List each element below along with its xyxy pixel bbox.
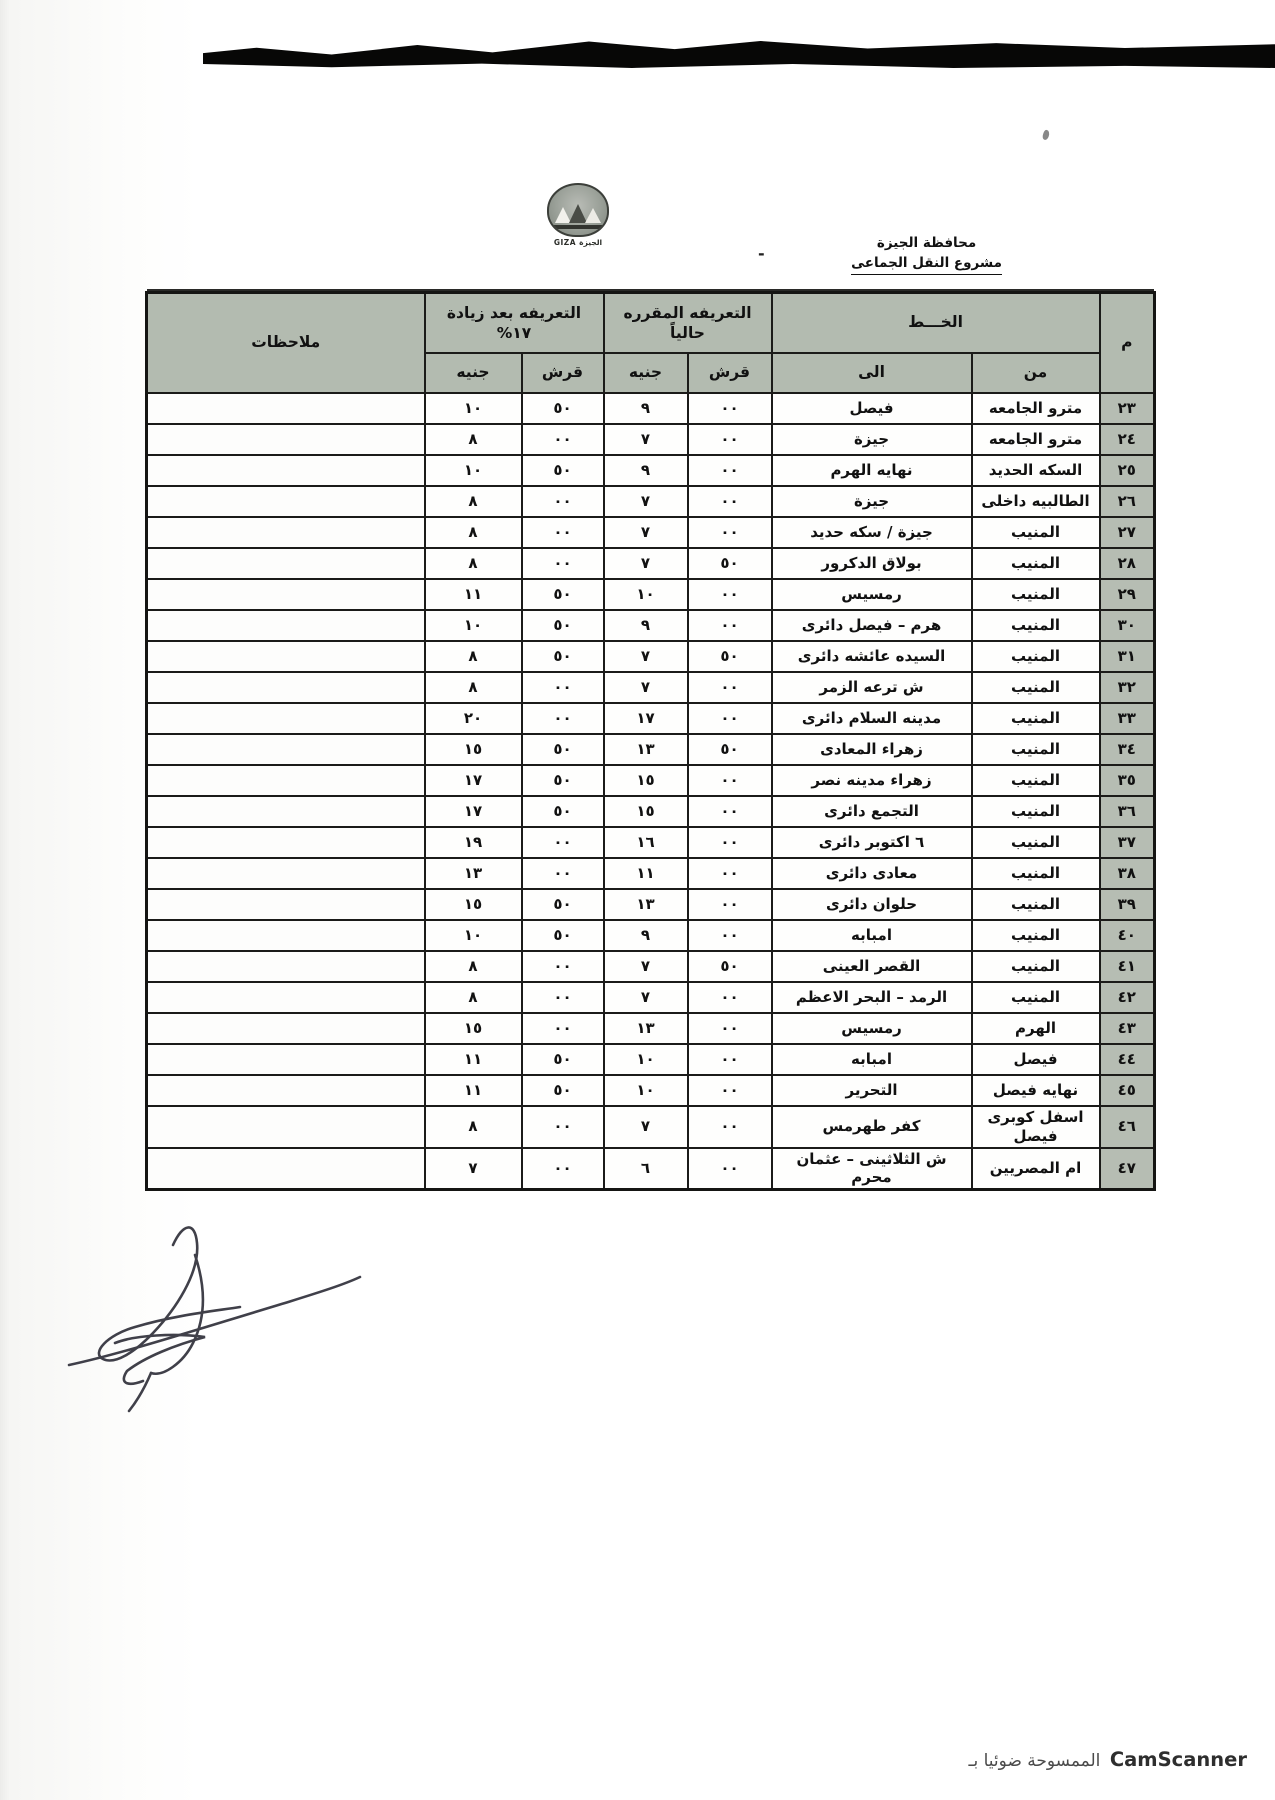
cell-from: المنيب (972, 858, 1100, 889)
cell-from: المنيب (972, 579, 1100, 610)
cell-to: فيصل (772, 393, 972, 424)
project-title: مشروع النقل الجماعى (851, 254, 1002, 276)
cell-cur_qirsh: ٠٠ (688, 1075, 772, 1106)
cell-inc_genih: ١٠ (425, 920, 522, 951)
cell-notes (147, 424, 425, 455)
cell-notes (147, 610, 425, 641)
cell-num: ٣٢ (1100, 672, 1155, 703)
cell-cur_qirsh: ٥٠ (688, 548, 772, 579)
cell-from: المنيب (972, 951, 1100, 982)
cell-inc_qirsh: ٥٠ (522, 920, 604, 951)
cell-cur_qirsh: ٠٠ (688, 610, 772, 641)
cell-inc_genih: ٨ (425, 486, 522, 517)
cell-cur_genih: ١٧ (604, 703, 688, 734)
cell-inc_genih: ١٥ (425, 734, 522, 765)
cell-notes (147, 1044, 425, 1075)
table-row (147, 982, 1155, 1013)
cell-cur_genih: ١٦ (604, 827, 688, 858)
cell-from: الهرم (972, 1013, 1100, 1044)
cell-inc_genih: ١٥ (425, 889, 522, 920)
cell-notes (147, 641, 425, 672)
cell-notes (147, 455, 425, 486)
cell-inc_genih: ٨ (425, 1106, 522, 1148)
cell-notes (147, 517, 425, 548)
cell-cur_qirsh: ٠٠ (688, 517, 772, 548)
cell-num: ٤٤ (1100, 1044, 1155, 1075)
cell-inc_genih: ٨ (425, 672, 522, 703)
cell-cur_genih: ١٥ (604, 765, 688, 796)
header-from: من (972, 353, 1100, 393)
cell-num: ٢٦ (1100, 486, 1155, 517)
cell-to: التحرير (772, 1075, 972, 1106)
cell-num: ٣٦ (1100, 796, 1155, 827)
cell-inc_genih: ٧ (425, 1148, 522, 1190)
cell-num: ٤٥ (1100, 1075, 1155, 1106)
camscanner-watermark (969, 1748, 1248, 1771)
cell-from: المنيب (972, 734, 1100, 765)
cell-cur_qirsh: ٠٠ (688, 1106, 772, 1148)
header-qirsh-current: قرش (688, 353, 772, 393)
scanner-artifact-band (203, 41, 1275, 68)
cell-cur_qirsh: ٠٠ (688, 796, 772, 827)
cell-to: ش ترعه الزمر (772, 672, 972, 703)
table-row (147, 796, 1155, 827)
table-row (147, 703, 1155, 734)
cell-cur_genih: ٧ (604, 486, 688, 517)
cell-num: ٣٤ (1100, 734, 1155, 765)
org-header (851, 234, 1002, 275)
cell-to: كفر طهرمس (772, 1106, 972, 1148)
table-row (147, 951, 1155, 982)
cell-cur_genih: ٧ (604, 982, 688, 1013)
cell-to: زهراء مدينه نصر (772, 765, 972, 796)
cell-inc_qirsh: ٥٠ (522, 765, 604, 796)
logo-caption: GIZA الجيزة (553, 238, 603, 247)
cell-from: المنيب (972, 517, 1100, 548)
cell-inc_qirsh: ٠٠ (522, 424, 604, 455)
cell-cur_qirsh: ٠٠ (688, 982, 772, 1013)
dash-mark: - (758, 244, 765, 263)
camscanner-brand: CamScanner (1109, 1748, 1247, 1771)
table-row (147, 548, 1155, 579)
cell-from: المنيب (972, 796, 1100, 827)
cell-notes (147, 827, 425, 858)
cell-inc_qirsh: ٠٠ (522, 672, 604, 703)
cell-from: المنيب (972, 920, 1100, 951)
cell-cur_genih: ٩ (604, 920, 688, 951)
header-increased-tariff (425, 293, 604, 354)
table-row (147, 1106, 1155, 1148)
cell-inc_genih: ١٧ (425, 796, 522, 827)
cell-inc_qirsh: ٠٠ (522, 1148, 604, 1190)
cell-cur_qirsh: ٥٠ (688, 734, 772, 765)
cell-notes (147, 889, 425, 920)
cell-num: ٢٩ (1100, 579, 1155, 610)
cell-cur_qirsh: ٠٠ (688, 1148, 772, 1190)
cell-inc_qirsh: ٠٠ (522, 1106, 604, 1148)
cell-inc_genih: ١٧ (425, 765, 522, 796)
cell-cur_genih: ٧ (604, 548, 688, 579)
cell-inc_qirsh: ٠٠ (522, 703, 604, 734)
cell-cur_genih: ٩ (604, 393, 688, 424)
scan-speck (1042, 129, 1051, 140)
cell-to: جيزة (772, 424, 972, 455)
cell-inc_genih: ٨ (425, 517, 522, 548)
cell-notes (147, 1075, 425, 1106)
cell-inc_genih: ٨ (425, 641, 522, 672)
pyramid-icon (585, 208, 601, 223)
cell-notes (147, 734, 425, 765)
table-row (147, 858, 1155, 889)
cell-inc_genih: ١٠ (425, 455, 522, 486)
cell-notes (147, 579, 425, 610)
cell-cur_qirsh: ٠٠ (688, 703, 772, 734)
cell-cur_qirsh: ٠٠ (688, 393, 772, 424)
cell-inc_qirsh: ٥٠ (522, 641, 604, 672)
cell-num: ٤٠ (1100, 920, 1155, 951)
cell-to: التجمع دائرى (772, 796, 972, 827)
cell-cur_qirsh: ٠٠ (688, 889, 772, 920)
cell-to: هرم – فيصل دائرى (772, 610, 972, 641)
table-row (147, 1075, 1155, 1106)
cell-to: بولاق الدكرور (772, 548, 972, 579)
cell-from: المنيب (972, 982, 1100, 1013)
cell-num: ٢٥ (1100, 455, 1155, 486)
cell-inc_genih: ١٣ (425, 858, 522, 889)
cell-inc_genih: ١٠ (425, 610, 522, 641)
header-genih-increased: جنيه (425, 353, 522, 393)
cell-from: المنيب (972, 827, 1100, 858)
cell-to: الرمد – البحر الاعظم (772, 982, 972, 1013)
cell-to: مدينه السلام دائرى (772, 703, 972, 734)
cell-num: ٢٣ (1100, 393, 1155, 424)
header-notes: ملاحظات (147, 293, 425, 394)
table-row (147, 579, 1155, 610)
table-row (147, 393, 1155, 424)
cell-to: السيده عائشه دائرى (772, 641, 972, 672)
cell-from: المنيب (972, 889, 1100, 920)
cell-cur_qirsh: ٥٠ (688, 641, 772, 672)
cell-from: المنيب (972, 610, 1100, 641)
cell-to: زهراء المعادى (772, 734, 972, 765)
cell-num: ٤١ (1100, 951, 1155, 982)
table-row (147, 517, 1155, 548)
cell-notes (147, 796, 425, 827)
cell-num: ٣٥ (1100, 765, 1155, 796)
cell-to: نهايه الهرم (772, 455, 972, 486)
fare-table (145, 291, 1156, 1191)
cell-inc_qirsh: ٥٠ (522, 455, 604, 486)
cell-inc_qirsh: ٠٠ (522, 548, 604, 579)
cell-inc_qirsh: ٥٠ (522, 1075, 604, 1106)
cell-cur_genih: ١٠ (604, 1044, 688, 1075)
cell-from: فيصل (972, 1044, 1100, 1075)
cell-inc_qirsh: ٠٠ (522, 951, 604, 982)
cell-inc_qirsh: ٥٠ (522, 610, 604, 641)
giza-emblem (542, 183, 614, 247)
cell-cur_genih: ٧ (604, 517, 688, 548)
cell-cur_genih: ٩ (604, 455, 688, 486)
table-row (147, 1013, 1155, 1044)
cell-notes (147, 920, 425, 951)
cell-inc_genih: ١١ (425, 1075, 522, 1106)
cell-num: ٣٣ (1100, 703, 1155, 734)
cell-cur_qirsh: ٠٠ (688, 827, 772, 858)
cell-inc_qirsh: ٠٠ (522, 858, 604, 889)
table-row (147, 765, 1155, 796)
header-current-line1: التعريفه المقرره (623, 303, 752, 322)
header-genih-current: جنيه (604, 353, 688, 393)
cell-from: مترو الجامعه (972, 424, 1100, 455)
cell-to: امبابه (772, 920, 972, 951)
cell-to: جيزة / سكه حديد (772, 517, 972, 548)
cell-cur_qirsh: ٠٠ (688, 920, 772, 951)
pyramids-logo-icon (547, 183, 609, 237)
cell-cur_genih: ٦ (604, 1148, 688, 1190)
cell-num: ٣٠ (1100, 610, 1155, 641)
cell-notes (147, 765, 425, 796)
cell-to: رمسيس (772, 1013, 972, 1044)
header-current-tariff (604, 293, 772, 354)
cell-from: مترو الجامعه (972, 393, 1100, 424)
cell-num: ٤٦ (1100, 1106, 1155, 1148)
cell-cur_qirsh: ٥٠ (688, 951, 772, 982)
cell-to: رمسيس (772, 579, 972, 610)
cell-to: امبابه (772, 1044, 972, 1075)
table-row (147, 610, 1155, 641)
cell-notes (147, 486, 425, 517)
cell-from: المنيب (972, 548, 1100, 579)
cell-notes (147, 393, 425, 424)
cell-from: ام المصريين (972, 1148, 1100, 1190)
cell-inc_qirsh: ٥٠ (522, 734, 604, 765)
cell-cur_genih: ١٣ (604, 734, 688, 765)
table-row (147, 424, 1155, 455)
cell-num: ٢٧ (1100, 517, 1155, 548)
cell-cur_genih: ١٣ (604, 1013, 688, 1044)
cell-inc_genih: ٨ (425, 424, 522, 455)
cell-cur_genih: ٧ (604, 424, 688, 455)
cell-num: ٣٩ (1100, 889, 1155, 920)
cell-cur_qirsh: ٠٠ (688, 579, 772, 610)
cell-cur_qirsh: ٠٠ (688, 672, 772, 703)
cell-notes (147, 982, 425, 1013)
cell-cur_genih: ٧ (604, 1106, 688, 1148)
cell-num: ٤٧ (1100, 1148, 1155, 1190)
cell-num: ٤٢ (1100, 982, 1155, 1013)
cell-notes (147, 1013, 425, 1044)
handwritten-signature (55, 1215, 375, 1415)
cell-inc_qirsh: ٠٠ (522, 517, 604, 548)
cell-notes (147, 548, 425, 579)
table-row (147, 1044, 1155, 1075)
cell-notes (147, 672, 425, 703)
cell-from: المنيب (972, 641, 1100, 672)
cell-inc_qirsh: ٠٠ (522, 982, 604, 1013)
cell-from: اسفل كوبرى فيصل (972, 1106, 1100, 1148)
cell-cur_qirsh: ٠٠ (688, 858, 772, 889)
cell-cur_genih: ١٣ (604, 889, 688, 920)
header-increased-line1: التعريفه بعد زيادة (446, 303, 582, 322)
cell-cur_qirsh: ٠٠ (688, 486, 772, 517)
cell-inc_genih: ١٥ (425, 1013, 522, 1044)
cell-to: حلوان دائرى (772, 889, 972, 920)
cell-inc_genih: ٢٠ (425, 703, 522, 734)
cell-notes (147, 1148, 425, 1190)
table-body (147, 393, 1155, 1190)
governorate-title: محافظة الجيزة (876, 235, 977, 251)
cell-num: ٢٨ (1100, 548, 1155, 579)
cell-from: السكه الحديد (972, 455, 1100, 486)
cell-num: ٤٣ (1100, 1013, 1155, 1044)
cell-from: المنيب (972, 703, 1100, 734)
header-number: م (1100, 293, 1155, 394)
watermark-arabic-text: الممسوحة ضوئيا بـ (968, 1751, 1101, 1771)
table-row (147, 734, 1155, 765)
header-increased-line2: ١٧% (496, 324, 532, 342)
table-header-row-1 (147, 293, 1155, 354)
cell-inc_qirsh: ٥٠ (522, 1044, 604, 1075)
cell-from: المنيب (972, 672, 1100, 703)
cell-inc_genih: ٨ (425, 951, 522, 982)
cell-notes (147, 1106, 425, 1148)
cell-inc_genih: ١١ (425, 1044, 522, 1075)
cell-cur_qirsh: ٠٠ (688, 765, 772, 796)
cell-to: معادى دائرى (772, 858, 972, 889)
cell-num: ٣١ (1100, 641, 1155, 672)
cell-notes (147, 858, 425, 889)
cell-inc_qirsh: ٠٠ (522, 486, 604, 517)
cell-inc_genih: ٨ (425, 548, 522, 579)
cell-inc_qirsh: ٥٠ (522, 796, 604, 827)
cell-notes (147, 703, 425, 734)
cell-to: ٦ اكتوبر دائرى (772, 827, 972, 858)
cell-inc_qirsh: ٥٠ (522, 889, 604, 920)
cell-cur_genih: ١١ (604, 858, 688, 889)
cell-inc_qirsh: ٠٠ (522, 1013, 604, 1044)
cell-cur_genih: ١٠ (604, 1075, 688, 1106)
cell-cur_qirsh: ٠٠ (688, 1013, 772, 1044)
cell-inc_qirsh: ٥٠ (522, 579, 604, 610)
cell-to: ش الثلاثينى – عثمان محرم (772, 1148, 972, 1190)
cell-cur_genih: ٧ (604, 641, 688, 672)
logo-baseline (549, 225, 607, 229)
cell-cur_qirsh: ٠٠ (688, 455, 772, 486)
header-to: الى (772, 353, 972, 393)
cell-num: ٣٨ (1100, 858, 1155, 889)
cell-to: جيزة (772, 486, 972, 517)
cell-inc_genih: ١٠ (425, 393, 522, 424)
cell-cur_genih: ٩ (604, 610, 688, 641)
header-current-line2: حالياً (670, 324, 705, 342)
header-line: الخـــط (772, 293, 1100, 354)
cell-from: الطالبيه داخلى (972, 486, 1100, 517)
cell-to: القصر العينى (772, 951, 972, 982)
cell-inc_genih: ١١ (425, 579, 522, 610)
cell-cur_genih: ٧ (604, 672, 688, 703)
cell-inc_genih: ١٩ (425, 827, 522, 858)
table-row (147, 827, 1155, 858)
cell-inc_genih: ٨ (425, 982, 522, 1013)
cell-cur_qirsh: ٠٠ (688, 1044, 772, 1075)
cell-cur_genih: ٧ (604, 951, 688, 982)
cell-cur_qirsh: ٠٠ (688, 424, 772, 455)
table-row (147, 455, 1155, 486)
table-row (147, 486, 1155, 517)
table-row (147, 889, 1155, 920)
cell-cur_genih: ١٠ (604, 579, 688, 610)
cell-from: نهايه فيصل (972, 1075, 1100, 1106)
header-qirsh-increased: قرش (522, 353, 604, 393)
table-row (147, 920, 1155, 951)
cell-notes (147, 951, 425, 982)
table-row (147, 1148, 1155, 1190)
table-row (147, 672, 1155, 703)
table-row (147, 641, 1155, 672)
cell-cur_genih: ١٥ (604, 796, 688, 827)
cell-from: المنيب (972, 765, 1100, 796)
cell-num: ٣٧ (1100, 827, 1155, 858)
cell-inc_qirsh: ٥٠ (522, 393, 604, 424)
cell-num: ٢٤ (1100, 424, 1155, 455)
cell-inc_qirsh: ٠٠ (522, 827, 604, 858)
